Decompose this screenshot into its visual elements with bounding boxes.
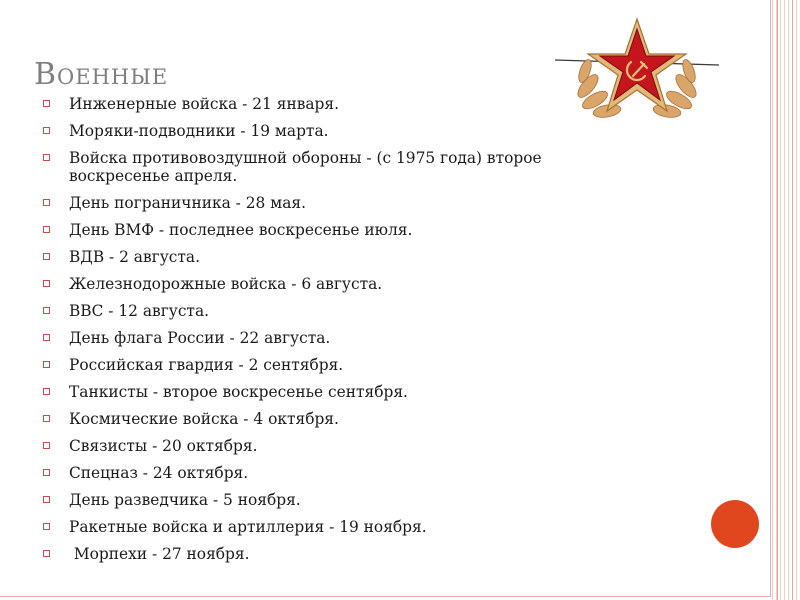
stripe-line <box>777 0 778 600</box>
list-item-text: Инженерные войска - 21 января. <box>69 95 339 113</box>
list-item <box>40 149 600 185</box>
hollow-square-bullet-icon <box>43 361 50 368</box>
list-item <box>40 464 600 482</box>
list-item <box>40 275 600 293</box>
list-item-text: Железнодорожные войска - 6 августа. <box>69 275 383 293</box>
list-item-text: Танкисты - второе воскресенье сентября. <box>69 383 408 401</box>
hollow-square-bullet-icon <box>43 442 50 449</box>
list-item <box>40 329 600 347</box>
hollow-square-bullet-icon <box>43 100 50 107</box>
list-item <box>40 356 600 374</box>
slide-title: Военные <box>34 57 169 92</box>
list-item-text: День ВМФ - последнее воскресенье июля. <box>69 221 413 239</box>
hollow-square-bullet-icon <box>43 127 50 134</box>
list-item <box>40 194 600 212</box>
hollow-square-bullet-icon <box>43 280 50 287</box>
hollow-square-bullet-icon <box>43 154 50 161</box>
list-item-text: Российская гвардия - 2 сентября. <box>69 356 344 374</box>
list-item <box>40 95 600 113</box>
hollow-square-bullet-icon <box>43 253 50 260</box>
list-item-text: Войска противовоздушной обороны - (с 1975 года) второе воскресенье апреля. <box>69 149 547 185</box>
hollow-square-bullet-icon <box>43 334 50 341</box>
hollow-square-bullet-icon <box>43 307 50 314</box>
hollow-square-bullet-icon <box>43 523 50 530</box>
list-item <box>40 545 600 563</box>
list-item-text: День флага России - 22 августа. <box>69 329 331 347</box>
hollow-square-bullet-icon <box>43 199 50 206</box>
list-item-text: Моряки-подводники - 19 марта. <box>69 122 329 140</box>
holiday-list <box>40 95 600 572</box>
list-item <box>40 410 600 428</box>
list-item-text: ВДВ - 2 августа. <box>69 248 200 266</box>
list-item-text: Космические войска - 4 октября. <box>69 410 339 428</box>
list-item-text: Связисты - 20 октября. <box>69 437 258 455</box>
hollow-square-bullet-icon <box>43 496 50 503</box>
list-item <box>40 302 600 320</box>
list-item-text: Морпехи - 27 ноября. <box>69 545 250 563</box>
list-item-text: День разведчика - 5 ноября. <box>69 491 301 509</box>
soviet-star-cockade-icon <box>553 16 721 126</box>
hollow-square-bullet-icon <box>43 226 50 233</box>
hollow-square-bullet-icon <box>43 415 50 422</box>
list-item <box>40 248 600 266</box>
hollow-square-bullet-icon <box>43 388 50 395</box>
list-item <box>40 122 600 140</box>
list-item <box>40 437 600 455</box>
list-item-text: Спецназ - 24 октября. <box>69 464 249 482</box>
list-item-text: ВВС - 12 августа. <box>69 302 210 320</box>
list-item <box>40 491 600 509</box>
hollow-square-bullet-icon <box>43 469 50 476</box>
stripe-line <box>792 0 793 600</box>
list-item-text: День пограничника - 28 мая. <box>69 194 306 212</box>
list-item-text: Ракетные войска и артиллерия - 19 ноября. <box>69 518 427 536</box>
decorative-circle <box>711 500 759 548</box>
list-item <box>40 518 600 536</box>
list-item <box>40 383 600 401</box>
list-item <box>40 221 600 239</box>
hollow-square-bullet-icon <box>43 550 50 557</box>
